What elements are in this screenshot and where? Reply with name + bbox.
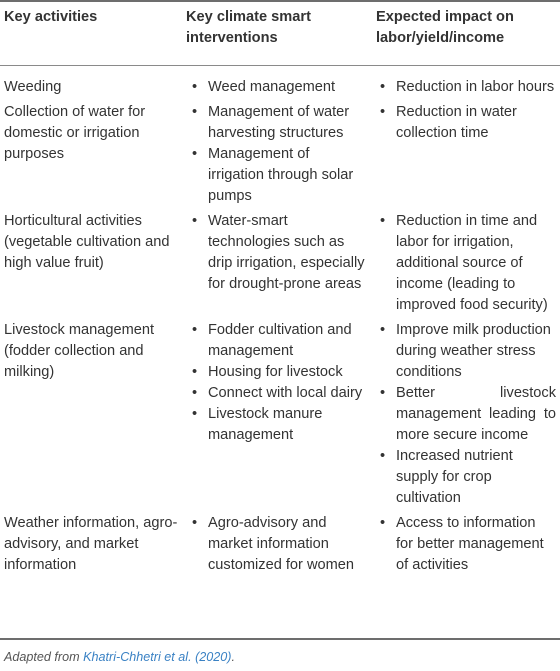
- interventions-cell: [182, 65, 372, 102]
- header-expected-impact: Expected impact on labor/yield/income: [376, 9, 514, 46]
- impact-item: • Reduction in labor hours: [376, 77, 556, 98]
- table-row: [0, 513, 560, 580]
- impact-cell: [372, 211, 560, 320]
- impact-item: • Better livestock management leading to more secure income: [376, 383, 556, 446]
- intervention-item: • Fodder cultivation and management: [188, 320, 368, 362]
- activity-cell: Weather information, agro-advisory, and market information: [4, 515, 178, 573]
- impact-cell: [372, 320, 560, 513]
- intervention-item: • Connect with local dairy: [188, 383, 368, 404]
- bottom-rule: [0, 638, 560, 640]
- header-interventions: Key climate smart interventions: [186, 9, 311, 46]
- intervention-item: • Housing for livestock: [188, 362, 368, 383]
- table-row: [0, 102, 560, 211]
- impact-item: • Reduction in water collection time: [376, 102, 556, 144]
- intervention-item: • Management of irrigation through solar pumps: [188, 144, 368, 207]
- activities-table: [0, 2, 560, 580]
- intervention-item: • Agro-advisory and market information customized for women: [188, 513, 368, 576]
- footnote-prefix: Adapted from: [4, 650, 84, 664]
- activity-cell: Horticultural activities (vegetable cultivation and high value fruit): [4, 213, 170, 271]
- intervention-item: • Management of water harvesting structures: [188, 102, 368, 144]
- impact-item: • Access to information for better management of activities: [376, 513, 556, 576]
- footnote-suffix: .: [231, 650, 236, 664]
- intervention-item: • Livestock manure management: [188, 404, 368, 446]
- activity-cell: Livestock management (fodder collection and milking): [4, 322, 155, 380]
- intervention-item: • Weed management: [188, 77, 368, 98]
- activity-cell: Weeding: [4, 79, 62, 95]
- table-footnote: [4, 647, 235, 668]
- interventions-cell: [182, 320, 372, 513]
- impact-item: • Reduction in time and labor for irrigation, additional source of income (leading to improved food security): [376, 211, 556, 316]
- impact-cell: [372, 65, 560, 102]
- header-row: [0, 2, 560, 65]
- header-key-activities: Key activities: [4, 9, 98, 25]
- impact-cell: [372, 513, 560, 580]
- impact-item: • Improve milk production during weather stress conditions: [376, 320, 556, 383]
- table-row: [0, 65, 560, 102]
- table-row: [0, 320, 560, 513]
- impact-item: • Increased nutrient supply for crop cultivation: [376, 446, 556, 509]
- interventions-cell: [182, 513, 372, 580]
- impact-cell: [372, 102, 560, 211]
- footnote-reference-link[interactable]: Khatri-Chhetri et al. (2020): [83, 650, 232, 664]
- interventions-cell: [182, 102, 372, 211]
- table-row: [0, 211, 560, 320]
- activity-cell: Collection of water for domestic or irrigation purposes: [4, 104, 146, 162]
- interventions-cell: [182, 211, 372, 320]
- intervention-item: • Water-smart technologies such as drip irrigation, especially for drought-prone areas: [188, 211, 368, 295]
